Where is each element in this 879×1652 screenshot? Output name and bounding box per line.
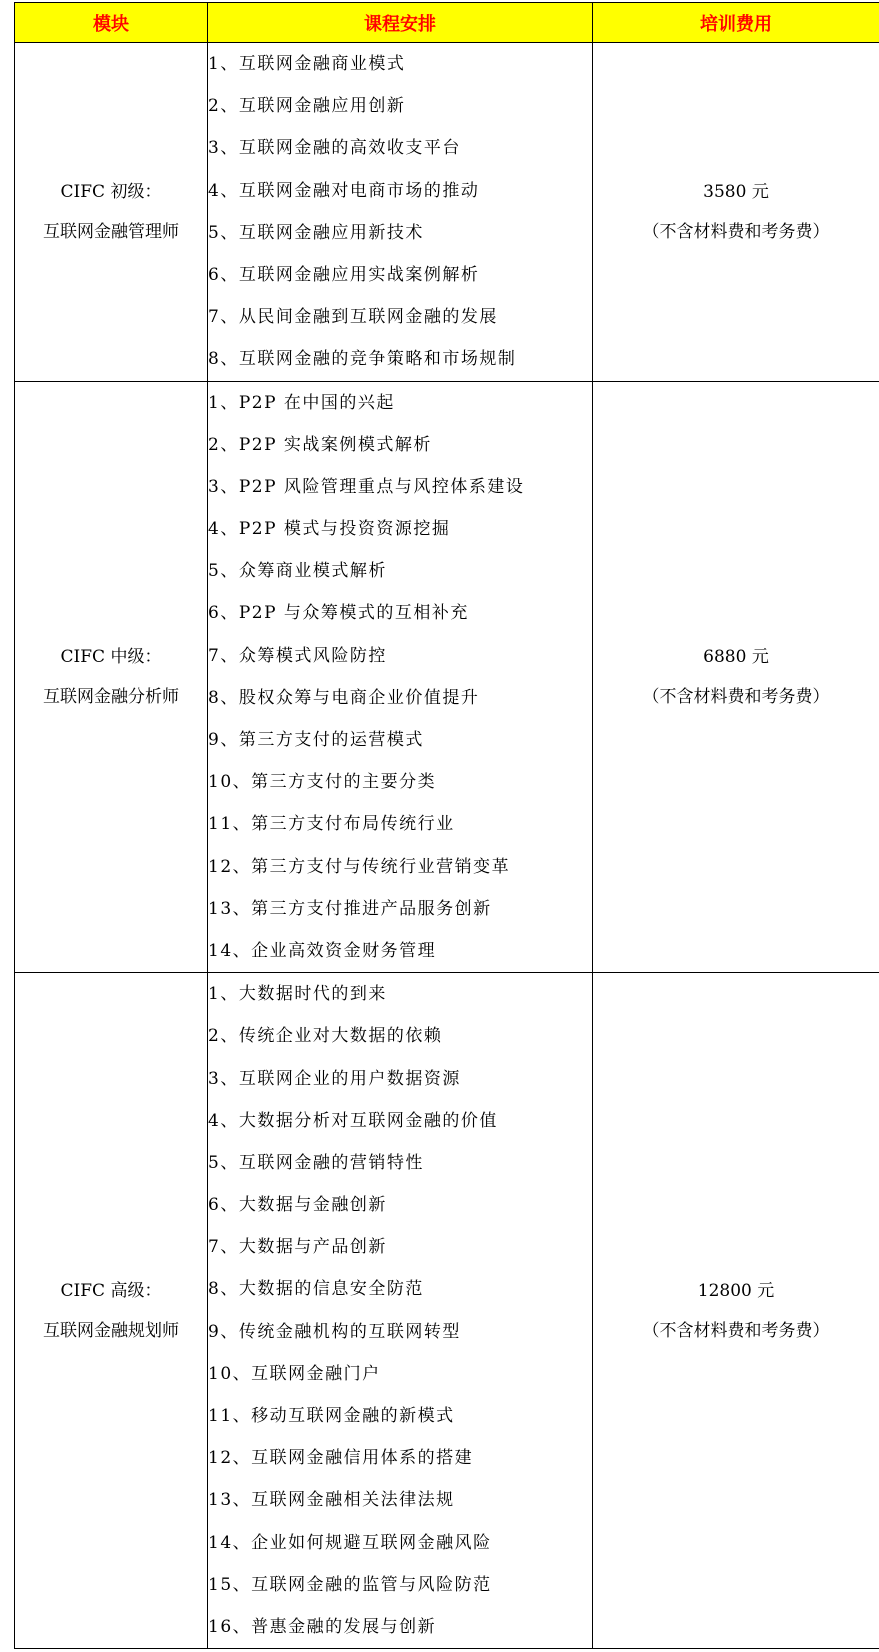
module-cell	[15, 381, 208, 973]
course-list	[208, 973, 593, 1649]
course-item: 7、众筹模式风险防控	[208, 645, 387, 666]
course-item: 16、普惠金融的发展与创新	[208, 1616, 437, 1637]
course-item: 1、大数据时代的到来	[208, 984, 387, 1005]
fee-cell	[593, 43, 879, 382]
fee-note: （不含材料费和考务费）	[642, 686, 830, 707]
course-item: 6、P2P 与众筹模式的互相补充	[208, 603, 469, 624]
course-item: 8、互联网金融的竞争策略和市场规制	[208, 349, 517, 370]
course-item: 2、P2P 实战案例模式解析	[208, 434, 432, 455]
course-item: 4、P2P 模式与投资资源挖掘	[208, 519, 451, 540]
course-item: 6、互联网金融应用实战案例解析	[208, 264, 480, 285]
module-cell	[15, 973, 208, 1649]
course-item: 13、第三方支付推进产品服务创新	[208, 898, 492, 919]
course-item: 9、传统金融机构的互联网转型	[208, 1321, 461, 1342]
course-item: 5、互联网金融应用新技术	[208, 222, 424, 243]
course-item: 2、互联网金融应用创新	[208, 96, 406, 117]
course-item: 9、第三方支付的运营模式	[208, 730, 424, 750]
course-item: 11、移动互联网金融的新模式	[208, 1406, 455, 1426]
course-item: 10、第三方支付的主要分类	[208, 772, 437, 793]
table-row	[15, 43, 879, 382]
course-item: 7、从民间金融到互联网金融的发展	[208, 307, 498, 328]
table-row	[15, 381, 879, 973]
course-item: 3、互联网企业的用户数据资源	[208, 1068, 461, 1089]
course-item: 12、互联网金融信用体系的搭建	[208, 1448, 474, 1469]
course-list	[208, 43, 593, 382]
course-item: 8、股权众筹与电商企业价值提升	[208, 687, 480, 708]
course-item: 3、P2P 风险管理重点与风控体系建设	[208, 476, 525, 497]
header-row	[15, 3, 879, 43]
fee-note: （不含材料费和考务费）	[642, 1320, 830, 1341]
course-item: 8、大数据的信息安全防范	[208, 1279, 424, 1300]
course-item: 4、大数据分析对互联网金融的价值	[208, 1110, 498, 1131]
course-item: 5、互联网金融的营销特性	[208, 1152, 424, 1173]
module-level: CIFC 中级：	[60, 646, 162, 667]
module-title: 互联网金融分析师	[43, 686, 179, 707]
fee-note: （不含材料费和考务费）	[642, 221, 830, 242]
course-item: 15、互联网金融的监管与风险防范	[208, 1574, 492, 1595]
course-item: 6、大数据与金融创新	[208, 1195, 387, 1216]
module-level: CIFC 初级：	[60, 181, 162, 202]
table-row	[15, 973, 879, 1649]
module-title: 互联网金融管理师	[43, 221, 179, 242]
course-item: 12、第三方支付与传统行业营销变革	[208, 856, 511, 877]
fee-cell	[593, 973, 879, 1649]
course-item: 7、大数据与产品创新	[208, 1237, 387, 1258]
fee-amount: 6880 元	[703, 646, 769, 667]
fee-amount: 3580 元	[703, 181, 769, 202]
course-item: 10、互联网金融门户	[208, 1363, 381, 1384]
course-item: 11、第三方支付布局传统行业	[208, 814, 455, 835]
course-list	[208, 381, 593, 973]
course-item: 5、众筹商业模式解析	[208, 561, 387, 582]
course-item: 13、互联网金融相关法律法规	[208, 1490, 455, 1511]
fee-amount: 12800 元	[697, 1280, 775, 1301]
course-item: 3、互联网金融的高效收支平台	[208, 138, 461, 159]
module-cell	[15, 43, 208, 382]
fee-cell	[593, 381, 879, 973]
course-table	[14, 2, 879, 1649]
course-item: 14、企业如何规避互联网金融风险	[208, 1532, 492, 1553]
course-item: 14、企业高效资金财务管理	[208, 940, 437, 961]
course-item: 2、传统企业对大数据的依赖	[208, 1026, 443, 1047]
module-title: 互联网金融规划师	[43, 1320, 179, 1341]
course-item: 4、互联网金融对电商市场的推动	[208, 180, 480, 201]
course-item: 1、P2P 在中国的兴起	[208, 392, 395, 413]
header-module: 模块	[15, 3, 208, 43]
header-courses: 课程安排	[208, 3, 593, 43]
course-item: 1、互联网金融商业模式	[208, 54, 406, 74]
header-fee: 培训费用	[593, 3, 879, 43]
module-level: CIFC 高级：	[60, 1280, 162, 1301]
